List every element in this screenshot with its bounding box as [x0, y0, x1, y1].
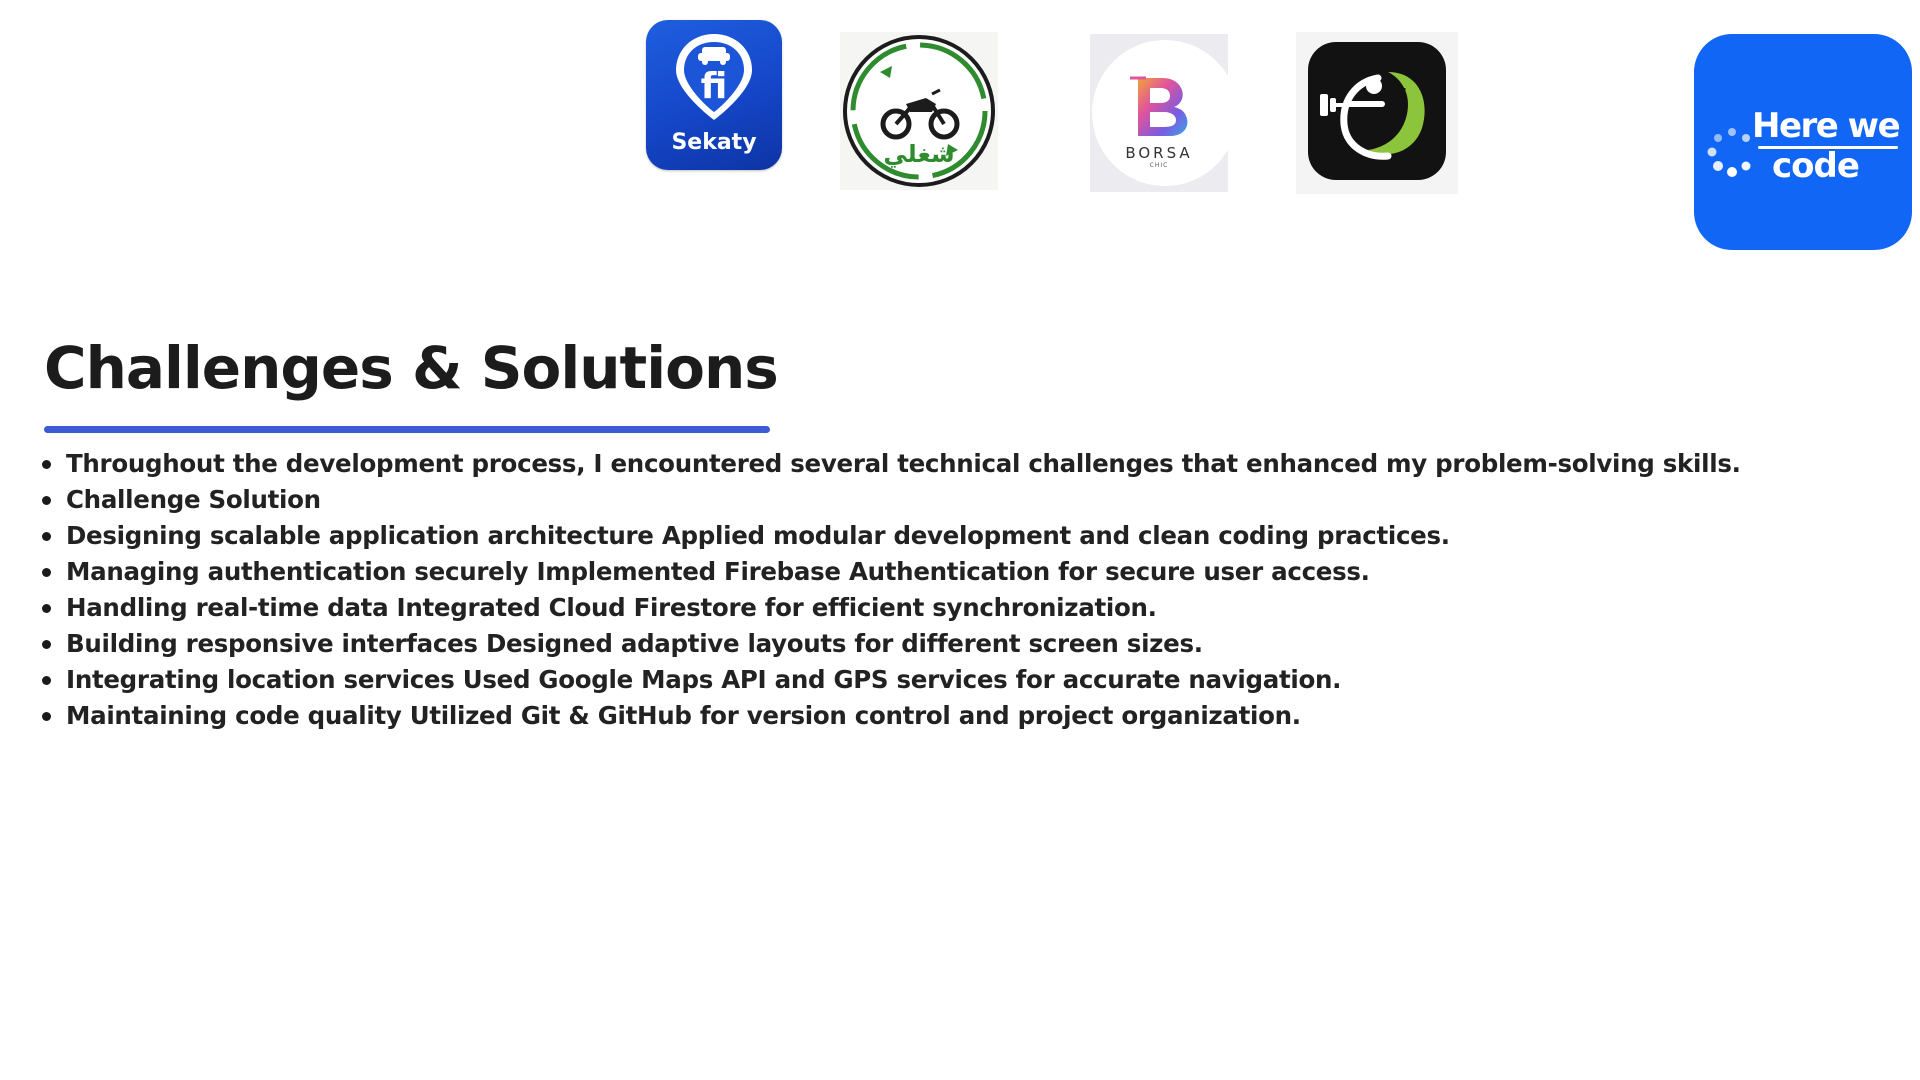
list-item	[38, 518, 1898, 554]
bullet-dot	[42, 568, 51, 577]
list-item	[38, 590, 1898, 626]
borsa-name: BORSA	[1125, 144, 1193, 162]
list-item-text: Maintaining code quality Utilized Git & GitHub for version control and project organization.	[66, 701, 1301, 730]
motorcycle-recycle-icon	[840, 32, 998, 190]
bullet-dot	[42, 460, 51, 469]
map-pin-car-icon	[646, 20, 782, 130]
bullet-dot	[42, 604, 51, 613]
challenges-list	[38, 446, 1898, 734]
sekaty-logo	[646, 20, 782, 170]
list-item-text: Building responsive interfaces Designed adaptive layouts for different screen sizes.	[66, 629, 1203, 658]
list-item	[38, 482, 1898, 518]
borsa-subtitle: CHIC	[1149, 162, 1169, 169]
borsa-logo	[1090, 34, 1228, 192]
bullet-dot	[42, 712, 51, 721]
sekaty-name: Sekaty	[671, 130, 757, 155]
herewecode-logo	[1694, 34, 1912, 250]
list-item-text: Integrating location services Used Google Maps API and GPS services for accurate navigation.	[66, 665, 1342, 694]
bullet-dot	[42, 676, 51, 685]
list-item	[38, 698, 1898, 734]
list-item	[38, 446, 1898, 482]
list-item-text: Handling real-time data Integrated Cloud Firestore for efficient synchronization.	[66, 593, 1157, 622]
list-item	[38, 626, 1898, 662]
shughli-logo	[840, 32, 998, 190]
list-item	[38, 554, 1898, 590]
herewecode-line1: Here we	[1752, 106, 1900, 146]
letter-b-icon	[1090, 34, 1228, 144]
title-underline	[44, 426, 770, 433]
bullet-dot	[42, 532, 51, 541]
fitness-leaf-icon	[1308, 42, 1446, 180]
bullet-dot	[42, 640, 51, 649]
list-item-text: Managing authentication securely Implemented Firebase Authentication for secure user access.	[66, 557, 1370, 586]
list-item-text: Designing scalable application architecture Applied modular development and clean coding practices.	[66, 521, 1450, 550]
fitness-logo	[1296, 32, 1458, 194]
section-title: Challenges & Solutions	[44, 334, 778, 402]
herewecode-line2: code	[1772, 146, 1859, 186]
svg-text:شغلي: شغلي	[883, 140, 955, 168]
svg-text:fi: fi	[700, 66, 728, 107]
fitness-tile	[1308, 42, 1446, 180]
bullet-dot	[42, 496, 51, 505]
list-item-text: Throughout the development process, I encountered several technical challenges that enhanced my problem-solving skills.	[66, 449, 1741, 478]
list-item	[38, 662, 1898, 698]
list-item-text: Challenge Solution	[66, 485, 321, 514]
